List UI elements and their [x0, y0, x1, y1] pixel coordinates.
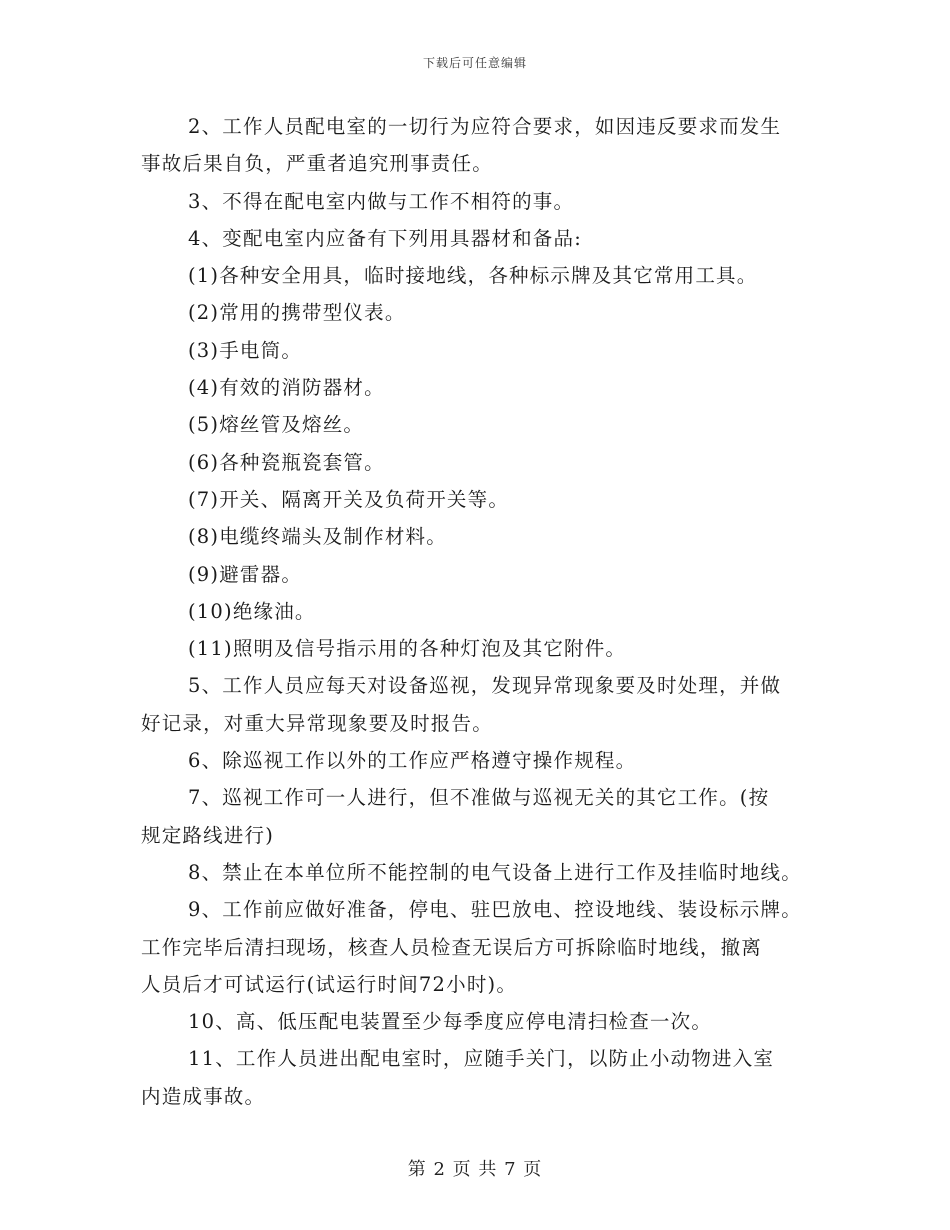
text-line: (11)照明及信号指示用的各种灯泡及其它附件。	[188, 637, 627, 661]
text-line: 人员后才可试运行(试运行时间72小时)。	[141, 972, 518, 996]
text-line: 8、禁止在本单位所不能控制的电气设备上进行工作及挂临时地线。	[188, 860, 802, 884]
text-line: (9)避雷器。	[188, 562, 303, 586]
text-line: 事故后果自负，严重者追究刑事责任。	[141, 152, 493, 176]
text-line: 10、高、低压配电装置至少每季度应停电清扫检查一次。	[188, 1010, 713, 1034]
text-line: 11、工作人员进出配电室时，应随手关门，以防止小动物进入室	[188, 1047, 775, 1071]
text-line: (3)手电筒。	[188, 338, 303, 362]
text-line: 2、工作人员配电室的一切行为应符合要求，如因违反要求而发生	[188, 115, 782, 138]
page-indicator: 第 2 页 共 7 页	[407, 1159, 543, 1180]
text-line: 内造成事故。	[141, 1084, 266, 1108]
text-line: 7、巡视工作可一人进行，但不准做与巡视无关的其它工作。(按	[188, 786, 770, 810]
text-line: (8)电缆终端头及制作材料。	[188, 525, 447, 549]
text-line: 4、变配电室内应备有下列用具器材和备品:	[188, 226, 582, 250]
text-line: (1)各种安全用具，临时接地线，各种标示牌及其它常用工具。	[188, 264, 758, 288]
text-line: (6)各种瓷瓶瓷套管。	[188, 450, 385, 474]
text-line: (4)有效的消防器材。	[188, 376, 385, 400]
header-note: 下载后可任意编辑	[422, 56, 527, 70]
text-line: 5、工作人员应每天对设备巡视，发现异常现象要及时处理，并做	[188, 674, 782, 698]
text-line: 6、除巡视工作以外的工作应严格遵守操作规程。	[188, 749, 637, 773]
text-line: 9、工作前应做好准备，停电、驻巴放电、控设地线、装设标示牌。	[188, 898, 802, 922]
text-line: 好记录，对重大异常现象要及时报告。	[141, 711, 493, 735]
text-line: 规定路线进行)	[141, 823, 275, 847]
text-line: (10)绝缘油。	[188, 599, 316, 623]
text-line: 3、不得在配电室内做与工作不相符的事。	[188, 189, 575, 213]
text-line: (5)熔丝管及熔丝。	[188, 413, 365, 437]
text-line: (2)常用的携带型仪表。	[188, 301, 406, 325]
document-body	[141, 108, 811, 1115]
text-line: (7)开关、隔离开关及负荷开关等。	[188, 487, 510, 511]
text-line: 工作完毕后清扫现场，核查人员检查无误后方可拆除临时地线，撤离	[141, 935, 763, 959]
